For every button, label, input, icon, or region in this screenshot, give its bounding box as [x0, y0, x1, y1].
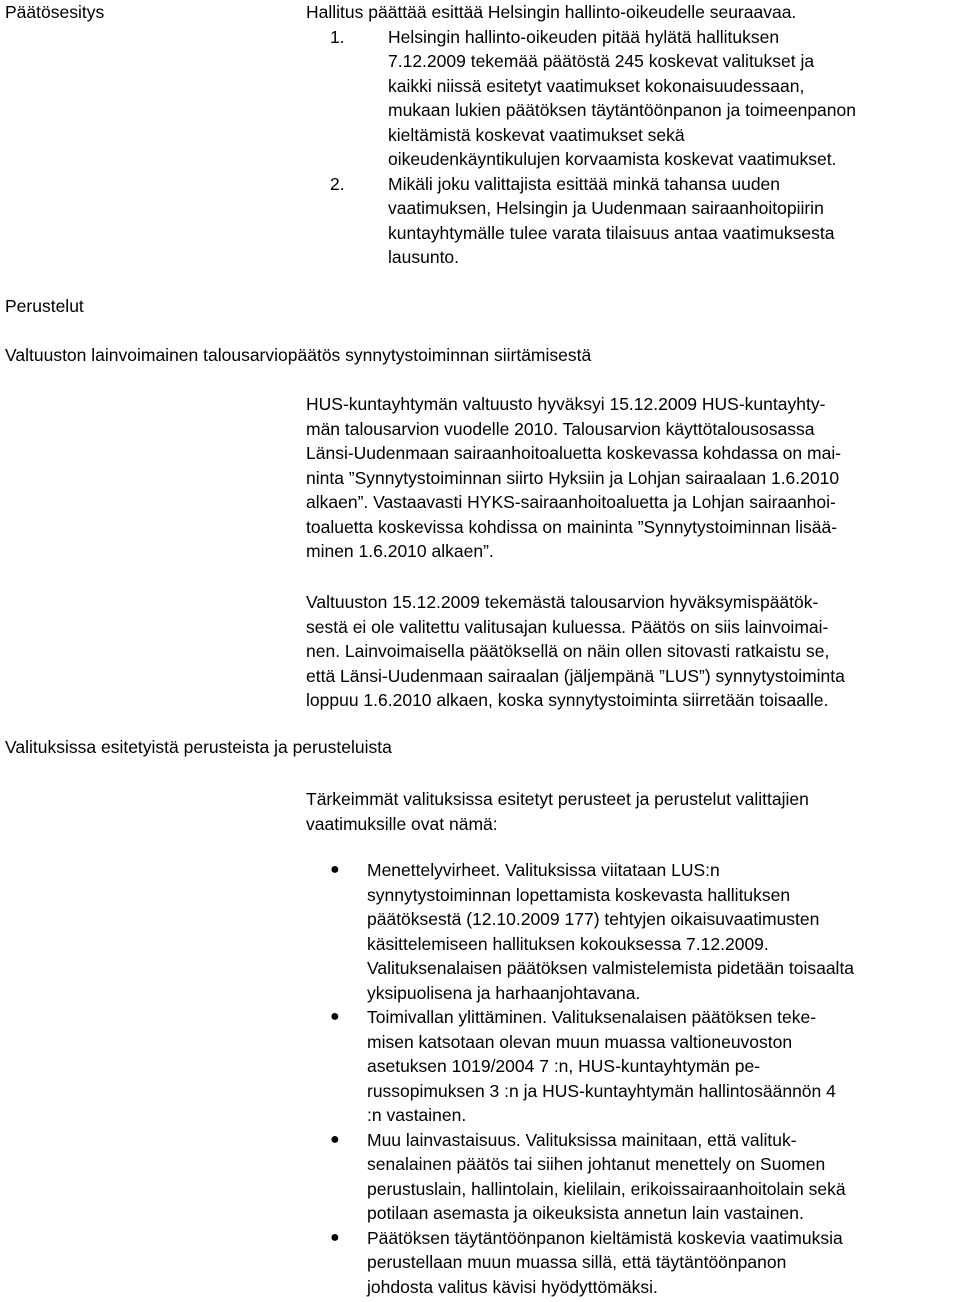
- text-line: Mikäli joku valittajista esittää minkä tahansa uuden: [388, 173, 781, 194]
- proposal-item-1: [330, 25, 960, 172]
- label-paatosesitys: Päätösesitys: [5, 2, 105, 22]
- item-1-text: [388, 25, 960, 172]
- heading-valtuusto: Valtuuston lainvoimainen talousarviopäätös synnytystoiminnan siirtämisestä: [5, 345, 592, 365]
- bullet-icon: ●: [330, 861, 340, 878]
- valtuusto-paragraph-2: [306, 590, 960, 713]
- list-item-text: Muu lainvastaisuus. Valituksissa mainitaan, että valituk- senalainen päätös tai siihen johtanut menettely on Suomen perustuslain, hallintolain, kielilain, erikoissairaanhoitolain sekä potilaan asemasta ja oikeuksista annetun lain vastainen.: [367, 1129, 846, 1223]
- list-item-text: Toimivallan ylittäminen. Valituksenalaisen päätöksen teke- misen katsotaan olevan muun muassa valtioneuvoston asetuksen 1019/2004 7 :n, HUS-kuntayhtymän pe- russopimuksen 3 :n ja HUS-kuntayhtymän hallintosäännön 4 :n vastainen.: [367, 1007, 836, 1125]
- text-line: kuntayhtymälle tulee varata tilaisuus antaa vaatimuksesta: [388, 222, 835, 243]
- list-item-text: Päätöksen täytäntöönpanon kieltämistä koskevia vaatimuksia perustellaan muun muassa sillä, että täytäntöönpanon johdosta valitus kävisi hyödyttömäksi.: [367, 1227, 843, 1297]
- text-line: kieltämistä koskevat vaatimukset sekä: [388, 124, 685, 145]
- text-line: lausunto.: [388, 247, 460, 267]
- text-line: HUS-kuntayhtymän valtuusto hyväksyi 15.12.2009 HUS-kuntayhty-: [306, 394, 826, 414]
- list-item: [330, 858, 960, 1005]
- text-line: Helsingin hallinto-oikeuden pitää hylätä hallituksen: [388, 26, 780, 47]
- text-line: kaikki niissä esitetyt vaatimukset kokonaisuudessaan,: [388, 75, 805, 96]
- text-line: Tärkeimmät valituksissa esitetyt perusteet ja perustelut valittajien: [306, 789, 809, 809]
- text-line: 7.12.2009 tekemää päätöstä 245 koskevat valitukset ja: [388, 51, 815, 71]
- text-line: loppuu 1.6.2010 alkaen, koska synnytystoiminta siirretään toisaalle.: [306, 690, 829, 710]
- text-line: nen. Lainvoimaisella päätöksellä on näin ollen sitovasti ratkaistu se,: [306, 641, 830, 661]
- label-perustelut: Perustelut: [5, 296, 84, 316]
- valtuusto-paragraph-1: [306, 392, 960, 564]
- bullet-icon: ●: [330, 1008, 340, 1025]
- text-line: Valtuuston 15.12.2009 tekemästä talousarvion hyväksymispäätök-: [306, 592, 819, 612]
- text-line: sestä ei ole valitettu valitusajan kuluessa. Päätös on siis lainvoimai-: [306, 616, 829, 637]
- item-2-text: [388, 172, 960, 270]
- text-line: toaluetta koskevissa kohdissa on maininta ”Synnytystoiminnan lisää-: [306, 516, 838, 537]
- proposal-intro: Hallitus päättää esittää Helsingin hallinto-oikeudelle seuraavaa.: [306, 2, 797, 22]
- text-line: että Länsi-Uudenmaan sairaalan (jäljempänä ”LUS”) synnytystoiminta: [306, 665, 845, 686]
- text-line: minen 1.6.2010 alkaen”.: [306, 541, 494, 561]
- list-item: [330, 1005, 960, 1128]
- heading-valituksissa: Valituksissa esitetyistä perusteista ja perusteluista: [5, 737, 392, 757]
- valitukset-intro: [306, 787, 960, 836]
- list-item: [330, 1128, 960, 1226]
- proposal-item-2: [330, 172, 960, 270]
- text-line: mukaan lukien päätöksen täytäntöönpanon ja toimeenpanon: [388, 100, 856, 120]
- text-line: vaatimuksen, Helsingin ja Uudenmaan sairaanhoitopiirin: [388, 198, 824, 218]
- list-item-text: Menettelyvirheet. Valituksissa viitataan LUS:n synnytystoiminnan lopettamista koskevasta hallituksen päätöksestä (12.10.2009 177) tehtyjen oikaisuvaatimusten käsittelemiseen hallituksen kokouksessa 7.12.2009. Valituksenalaisen päätöksen valmistelemista pidetään toisaalta yksipuolisena ja harhaanjohtavana.: [367, 860, 855, 1003]
- bullet-icon: ●: [330, 1130, 340, 1148]
- item-number: 1.: [330, 26, 345, 47]
- item-number: 2.: [330, 173, 345, 194]
- text-line: alkaen”. Vastaavasti HYKS-sairaanhoitoaluetta ja Lohjan sairaanhoi-: [306, 492, 836, 512]
- bullet-icon: ●: [330, 1228, 340, 1246]
- text-line: ninta ”Synnytystoiminnan siirto Hyksiin ja Lohjan sairaalaan 1.6.2010: [306, 467, 840, 488]
- list-item: [330, 1226, 960, 1300]
- text-line: män talousarvion vuodelle 2010. Talousarvion käyttötalousosassa: [306, 418, 815, 439]
- text-line: vaatimuksille ovat nämä:: [306, 813, 498, 834]
- text-line: Länsi-Uudenmaan sairaanhoitoaluetta koskevassa kohdassa on mai-: [306, 443, 842, 463]
- text-line: oikeudenkäyntikulujen korvaamista koskevat vaatimukset.: [388, 149, 837, 169]
- valitukset-bullet-list: [330, 858, 960, 1299]
